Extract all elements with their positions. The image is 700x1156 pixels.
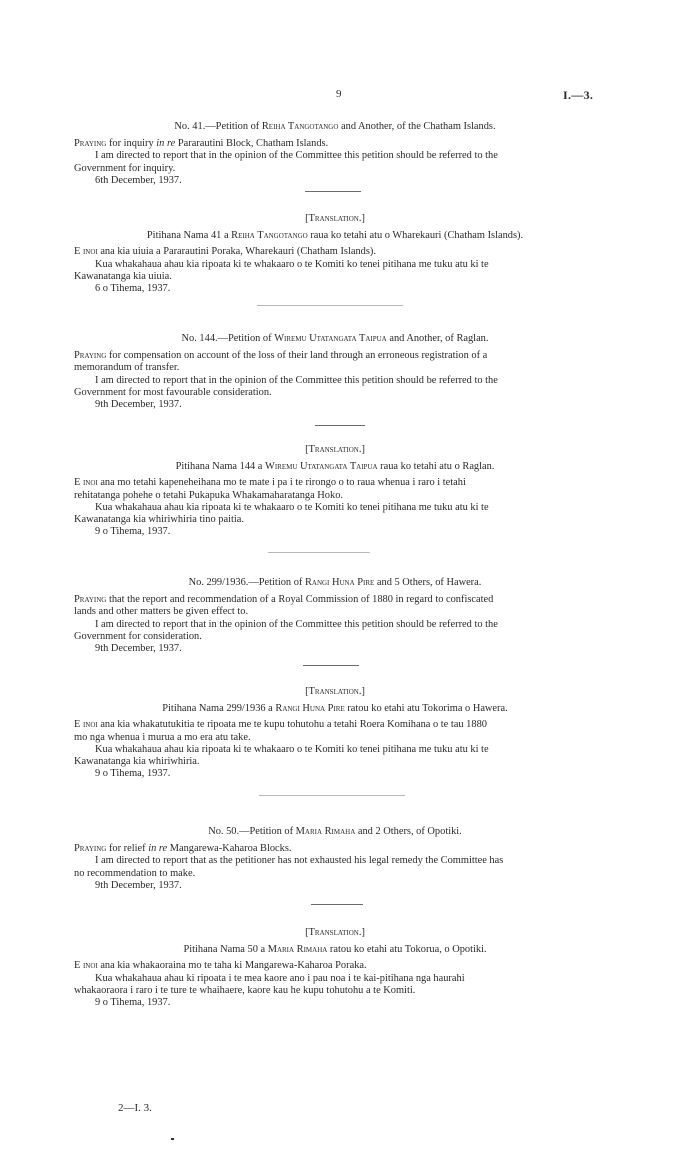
- petition-heading: Pitihana Nama 299/1936 a Rangi Huna Pire ratou ko etahi atu Tokorima o Hawera.: [162, 703, 508, 715]
- report-text-cont: Kawanatanga kia uiuia.: [74, 270, 172, 282]
- signature-mark: 2—I. 3.: [118, 1102, 152, 1114]
- translation-entry: [74, 213, 596, 295]
- prayer-line: Praying for compensation on account of the loss of their land through an erroneous registration of a: [74, 350, 488, 362]
- petitioner-name: Maria Rimaha: [295, 826, 356, 837]
- petitioner-name: Reiha Tangotango: [231, 230, 308, 242]
- report-text-cont: Government for consideration.: [74, 630, 202, 642]
- report-date: 9th December, 1937.: [95, 879, 182, 891]
- petition-entry: [74, 333, 596, 411]
- petitioner-name: Wiremu Utatangata Taipua: [274, 333, 387, 344]
- petitioner-name: Reiha Tangotango: [261, 121, 339, 132]
- translation-label: [Translation.]: [305, 213, 365, 224]
- report-date: 9 o Tihema, 1937.: [95, 997, 171, 1009]
- petition-heading: Pitihana Nama 144 a Wiremu Utatangata Taipua raua ko tetahi atu o Raglan.: [175, 461, 495, 473]
- report-text: Kua whakahaua ahau kia ripoata ki te whakaaro o te Komiti ko tenei pitihana me tuku atu ki te: [95, 501, 489, 513]
- petition-heading: Pitihana Nama 50 a Maria Rimaha ratou ko etahi atu Tokorua, o Opotiki.: [183, 944, 487, 956]
- translation-label: [Translation.]: [305, 927, 365, 938]
- report-text: Kua whakahaua ahau ki ripoata i te mea kaore ano i pau noa i te kai-pitihana nga haurahi: [95, 972, 465, 984]
- petition-heading: No. 50.—Petition of Maria Rimaha and 2 Others, of Opotiki.: [208, 826, 462, 837]
- prayer-line: Praying for inquiry in re Pararautini Block, Chatham Islands.: [74, 138, 329, 150]
- prayer-line: Praying for relief in re Mangarewa-Kaharoa Blocks.: [74, 843, 292, 855]
- petition-heading: No. 299/1936.—Petition of Rangi Huna Pire and 5 Others, of Hawera.: [188, 577, 482, 588]
- section-divider: [259, 795, 405, 796]
- report-text: Kua whakahaua ahau kia ripoata ki te whakaaro o te Komiti ko tenei pitihana me tuku atu ki te: [95, 743, 489, 755]
- prayer-line: E inoi ana mo tetahi kapeneheihana mo te mate i pa i te rirongo o to raua whenua i raro i tetahi: [74, 477, 466, 489]
- section-divider: [257, 305, 403, 306]
- petition-heading: Pitihana Nama 41 a Reiha Tangotango raua ko tetahi atu o Wharekauri (Chatham Islands).: [146, 230, 524, 242]
- report-text-cont: Government for most favourable consideration.: [74, 386, 272, 398]
- report-text-cont: no recommendation to make.: [74, 867, 196, 879]
- report-text-cont: Government for inquiry.: [74, 162, 176, 174]
- prayer-line: E inoi ana kia whakaoraina mo te taha ki Mangarewa-Kaharoa Poraka.: [74, 960, 367, 972]
- report-date: 6th December, 1937.: [95, 174, 182, 186]
- petition-entry: [74, 577, 596, 655]
- section-divider: [315, 425, 365, 426]
- report-date: 9th December, 1937.: [95, 643, 182, 655]
- petitioner-name: Wiremu Utatangata Taipua: [265, 461, 378, 473]
- petitioner-name: Rangi Huna Pire: [275, 703, 345, 715]
- report-date: 9 o Tihema, 1937.: [95, 526, 171, 538]
- report-date: 9th December, 1937.: [95, 399, 182, 411]
- translation-label: [Translation.]: [305, 444, 365, 455]
- translation-label: [Translation.]: [305, 686, 365, 697]
- prayer-line-cont: memorandum of transfer.: [74, 362, 180, 374]
- petition-entry: [74, 121, 596, 187]
- page-reference: I.—3.: [563, 88, 594, 102]
- prayer-line: Praying that the report and recommendation of a Royal Commission of 1880 in regard to confiscated: [74, 594, 494, 606]
- prayer-line-cont: lands and other matters be given effect to.: [74, 606, 249, 618]
- translation-entry: [74, 927, 596, 1009]
- section-divider: [303, 665, 359, 666]
- prayer-line: E inoi ana kia whakatutukitia te ripoata me te kupu tohutohu a tetahi Roera Komihana o te tau 1880: [74, 719, 487, 731]
- report-text: I am directed to report that as the petitioner has not exhausted his legal remedy the Committee has: [95, 855, 504, 867]
- page-number: 9: [336, 88, 342, 100]
- report-text: I am directed to report that in the opinion of the Committee this petition should be referred to the: [95, 150, 498, 162]
- translation-entry: [74, 444, 596, 538]
- petition-entry: [74, 826, 596, 892]
- print-speck: [171, 1138, 174, 1140]
- petition-heading: No. 144.—Petition of Wiremu Utatangata Taipua and Another, of Raglan.: [181, 333, 489, 344]
- petitioner-name: Maria Rimaha: [267, 944, 328, 956]
- petition-heading: No. 41.—Petition of Reiha Tangotango and Another, of the Chatham Islands.: [174, 121, 496, 132]
- section-divider: [311, 904, 363, 905]
- petitioner-name: Rangi Huna Pire: [304, 577, 375, 588]
- prayer-line-cont: rehitatanga pohehe o tetahi Pukapuka Whakamaharatanga Hoko.: [74, 489, 343, 501]
- report-text: I am directed to report that in the opinion of the Committee this petition should be referred to the: [95, 618, 498, 630]
- report-text-cont: whakaoraora i raro i te ture te whaihaere, kaore kau he kupu tohutohu a te Komiti.: [74, 984, 416, 996]
- report-text: I am directed to report that in the opinion of the Committee this petition should be referred to the: [95, 374, 498, 386]
- report-text-cont: Kawanatanga kia whiriwhiria tino paitia.: [74, 514, 244, 526]
- translation-entry: [74, 686, 596, 780]
- report-date: 6 o Tihema, 1937.: [95, 283, 171, 295]
- section-divider: [268, 552, 370, 553]
- report-text-cont: Kawanatanga kia whiriwhiria.: [74, 756, 200, 768]
- report-date: 9 o Tihema, 1937.: [95, 768, 171, 780]
- prayer-line: E inoi ana kia uiuia a Pararautini Poraka, Wharekauri (Chatham Islands).: [74, 246, 376, 258]
- prayer-line-cont: mo nga whenua i murua a mo era atu take.: [74, 731, 251, 743]
- report-text: Kua whakahaua ahau kia ripoata ki te whakaaro o te Komiti ko tenei pitihana me tuku atu ki te: [95, 258, 489, 270]
- section-divider: [305, 191, 361, 192]
